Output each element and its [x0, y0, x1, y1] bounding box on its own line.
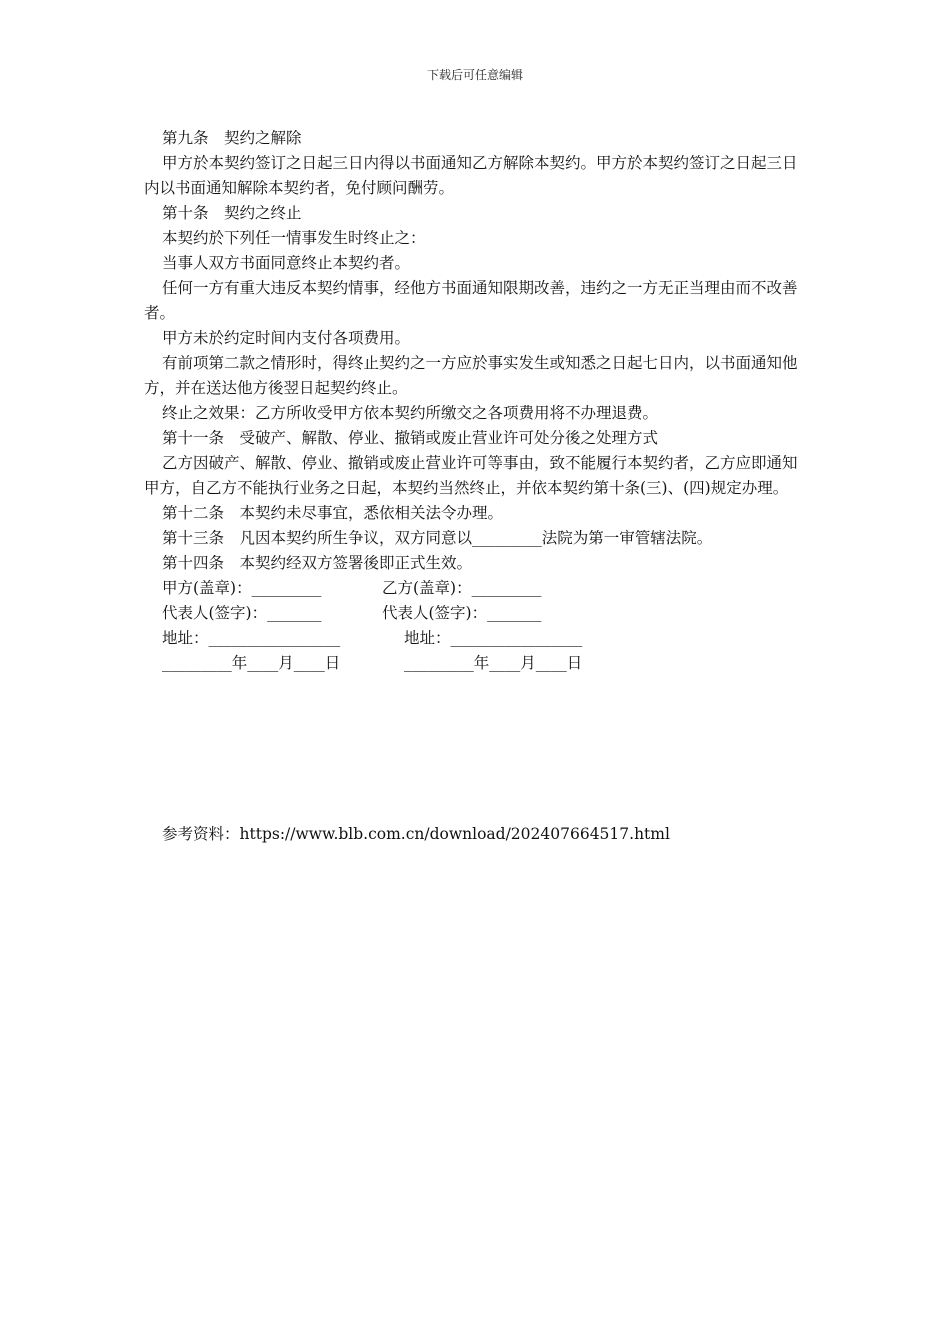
signature-row-representative — [144, 601, 808, 626]
contract-body — [144, 126, 808, 676]
party-a-date: _________年____月____日 — [162, 654, 341, 672]
party-b-date: _________年____月____日 — [404, 654, 583, 672]
article-12: 第十二条 本契约未尽事宜，悉依相关法令办理。 — [162, 504, 504, 522]
party-a-seal: 甲方(盖章)：_________ — [162, 579, 322, 597]
signature-row-date — [144, 651, 808, 676]
signature-row-address — [144, 626, 808, 651]
article-11-heading: 第十一条 受破产、解散、停业、撤销或废止营业许可处分後之处理方式 — [162, 429, 659, 447]
party-a-representative: 代表人(签字)：_______ — [162, 604, 322, 622]
article-10-heading: 第十条 契约之终止 — [162, 204, 302, 222]
article-10-item-5: 终止之效果：乙方所收受甲方依本契约所缴交之各项费用将不办理退费。 — [162, 404, 659, 422]
reference-link: 参考资料：https://www.blb.com.cn/download/202407664517.html — [162, 825, 670, 843]
article-10-item-4: 有前项第二款之情形时，得终止契约之一方应於事实发生或知悉之日起七日内，以书面通知他方，并在送达他方後翌日起契约终止。 — [144, 354, 798, 397]
article-10-item-3: 甲方未於约定时间内支付各项费用。 — [162, 329, 411, 347]
article-9-heading: 第九条 契约之解除 — [162, 129, 302, 147]
party-b-seal: 乙方(盖章)：_________ — [382, 579, 542, 597]
article-13: 第十三条 凡因本契约所生争议，双方同意以_________法院为第一审管辖法院。 — [162, 529, 713, 547]
party-b-representative: 代表人(签字)：_______ — [382, 604, 542, 622]
signature-row-seal — [144, 576, 808, 601]
article-10-item-1: 当事人双方书面同意终止本契约者。 — [162, 254, 411, 272]
party-a-address: 地址：_________________ — [162, 629, 341, 647]
article-14: 第十四条 本契约经双方签署後即正式生效。 — [162, 554, 473, 572]
article-9-text: 甲方於本契约签订之日起三日内得以书面通知乙方解除本契约。甲方於本契约签订之日起三日内以书面通知解除本契约者，免付顾问酬劳。 — [144, 154, 798, 197]
article-11-text: 乙方因破产、解散、停业、撤销或废止营业许可等事由，致不能履行本契约者，乙方应即通知甲方，自乙方不能执行业务之日起，本契约当然终止，并依本契约第十条(三)、(四)规定办理。 — [144, 454, 798, 497]
party-b-address: 地址：_________________ — [404, 629, 583, 647]
article-10-intro: 本契约於下列任一情事发生时终止之： — [162, 229, 426, 247]
page-header: 下载后可任意编辑 — [426, 68, 523, 82]
article-10-item-2: 任何一方有重大违反本契约情事，经他方书面通知限期改善，违约之一方无正当理由而不改善者。 — [144, 279, 798, 322]
